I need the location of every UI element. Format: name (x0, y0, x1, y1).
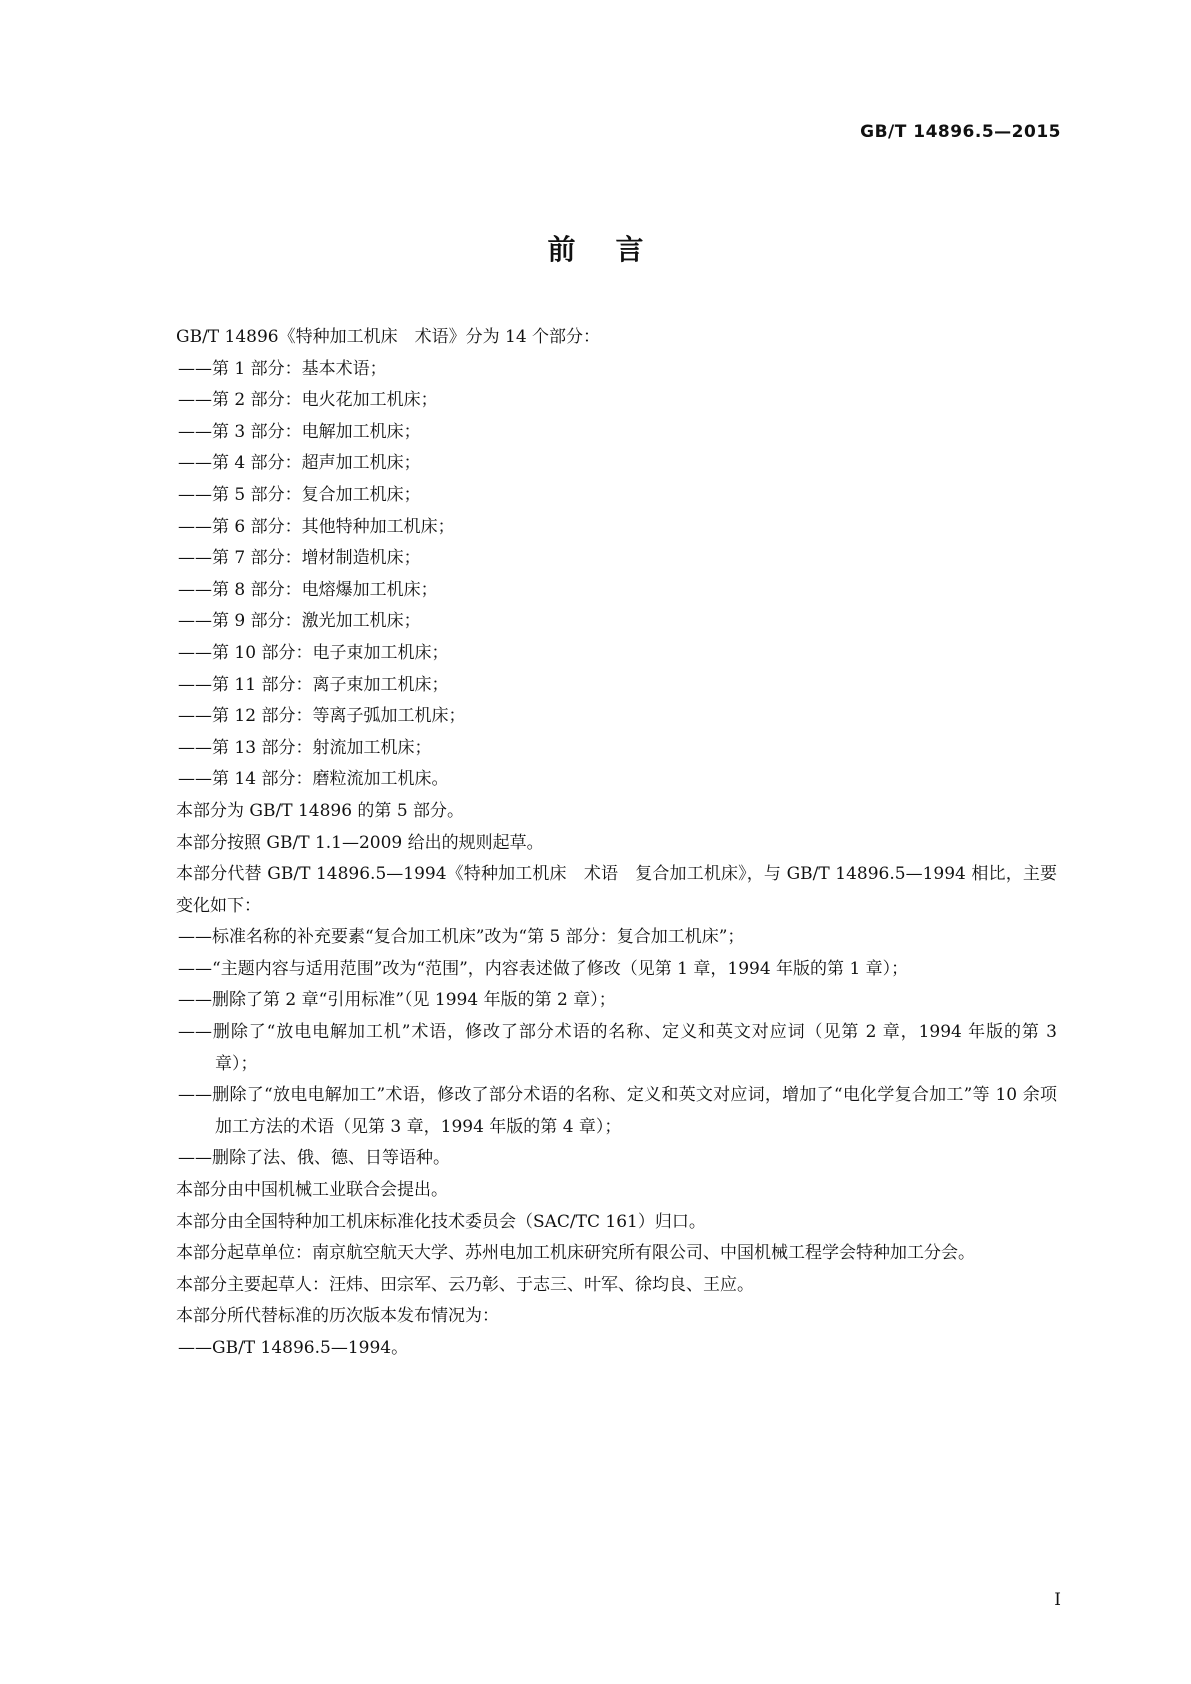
paragraph: 本部分起草单位：南京航空航天大学、苏州电加工机床研究所有限公司、中国机械工程学会特种加工分会。 (176, 1243, 975, 1264)
paragraph: 本部分按照 GB/T 1.1—2009 给出的规则起草。 (176, 832, 544, 853)
list-item: ——第 11 部分：离子束加工机床； (178, 674, 449, 695)
paragraph: GB/T 14896《特种加工机床 术语》分为 14 个部分： (176, 327, 601, 347)
list-item: ——第 7 部分：增材制造机床； (178, 548, 421, 569)
list-item: ——第 6 部分：其他特种加工机床； (178, 516, 455, 537)
paragraph: 本部分代替 GB/T 14896.5—1994《特种加工机床 术语 复合加工机床》，与 GB/T 14896.5—1994 相比，主要变化如下： (176, 864, 1057, 916)
page-number: I (1054, 1590, 1061, 1610)
standard-number: GB/T 14896.5—2015 (860, 122, 1061, 142)
list-item: ——第 9 部分：激光加工机床； (178, 611, 421, 632)
paragraph: 本部分为 GB/T 14896 的第 5 部分。 (176, 800, 465, 821)
paragraph: 本部分由中国机械工业联合会提出。 (176, 1180, 448, 1201)
list-item: ——第 12 部分：等离子弧加工机床； (178, 706, 466, 727)
paragraph: 本部分由全国特种加工机床标准化技术委员会（SAC/TC 161）归口。 (176, 1211, 706, 1232)
list-item: ——“主题内容与适用范围”改为“范围”，内容表述做了修改（见第 1 章，1994 年版的第 1 章）； (178, 958, 909, 979)
list-item: ——删除了“放电电解加工”术语，修改了部分术语的名称、定义和英文对应词，增加了“电化学复合加工”等 10 余项加工方法的术语（见第 3 章，1994 年版的第 4 章）； (178, 1085, 1057, 1137)
paragraph: 本部分所代替标准的历次版本发布情况为： (176, 1306, 499, 1327)
list-item: ——第 10 部分：电子束加工机床； (178, 642, 449, 663)
list-item: ——第 2 部分：电火花加工机床； (178, 390, 438, 411)
list-item: ——删除了法、俄、德、日等语种。 (178, 1148, 450, 1169)
list-item: ——GB/T 14896.5—1994。 (178, 1338, 409, 1358)
list-item: ——删除了“放电电解加工机”术语，修改了部分术语的名称、定义和英文对应词（见第 2 章，1994 年版的第 3 章）； (178, 1022, 1057, 1074)
list-item: ——第 4 部分：超声加工机床； (178, 453, 421, 474)
list-item: ——第 8 部分：电熔爆加工机床； (178, 579, 438, 600)
page-title: 前言 (547, 233, 684, 266)
list-item: ——第 13 部分：射流加工机床； (178, 737, 432, 758)
list-item: ——删除了第 2 章“引用标准”（见 1994 年版的第 2 章）； (178, 990, 616, 1011)
list-item: ——第 1 部分：基本术语； (178, 358, 387, 379)
foreword-body (152, 322, 1057, 1365)
list-item: ——第 3 部分：电解加工机床； (178, 421, 421, 442)
list-item: ——标准名称的补充要素“复合加工机床”改为“第 5 部分：复合加工机床”； (178, 927, 745, 948)
list-item: ——第 5 部分：复合加工机床； (178, 484, 421, 505)
paragraph: 本部分主要起草人：汪炜、田宗军、云乃彰、于志三、叶军、徐均良、王应。 (176, 1274, 754, 1295)
list-item: ——第 14 部分：磨粒流加工机床。 (178, 769, 449, 790)
